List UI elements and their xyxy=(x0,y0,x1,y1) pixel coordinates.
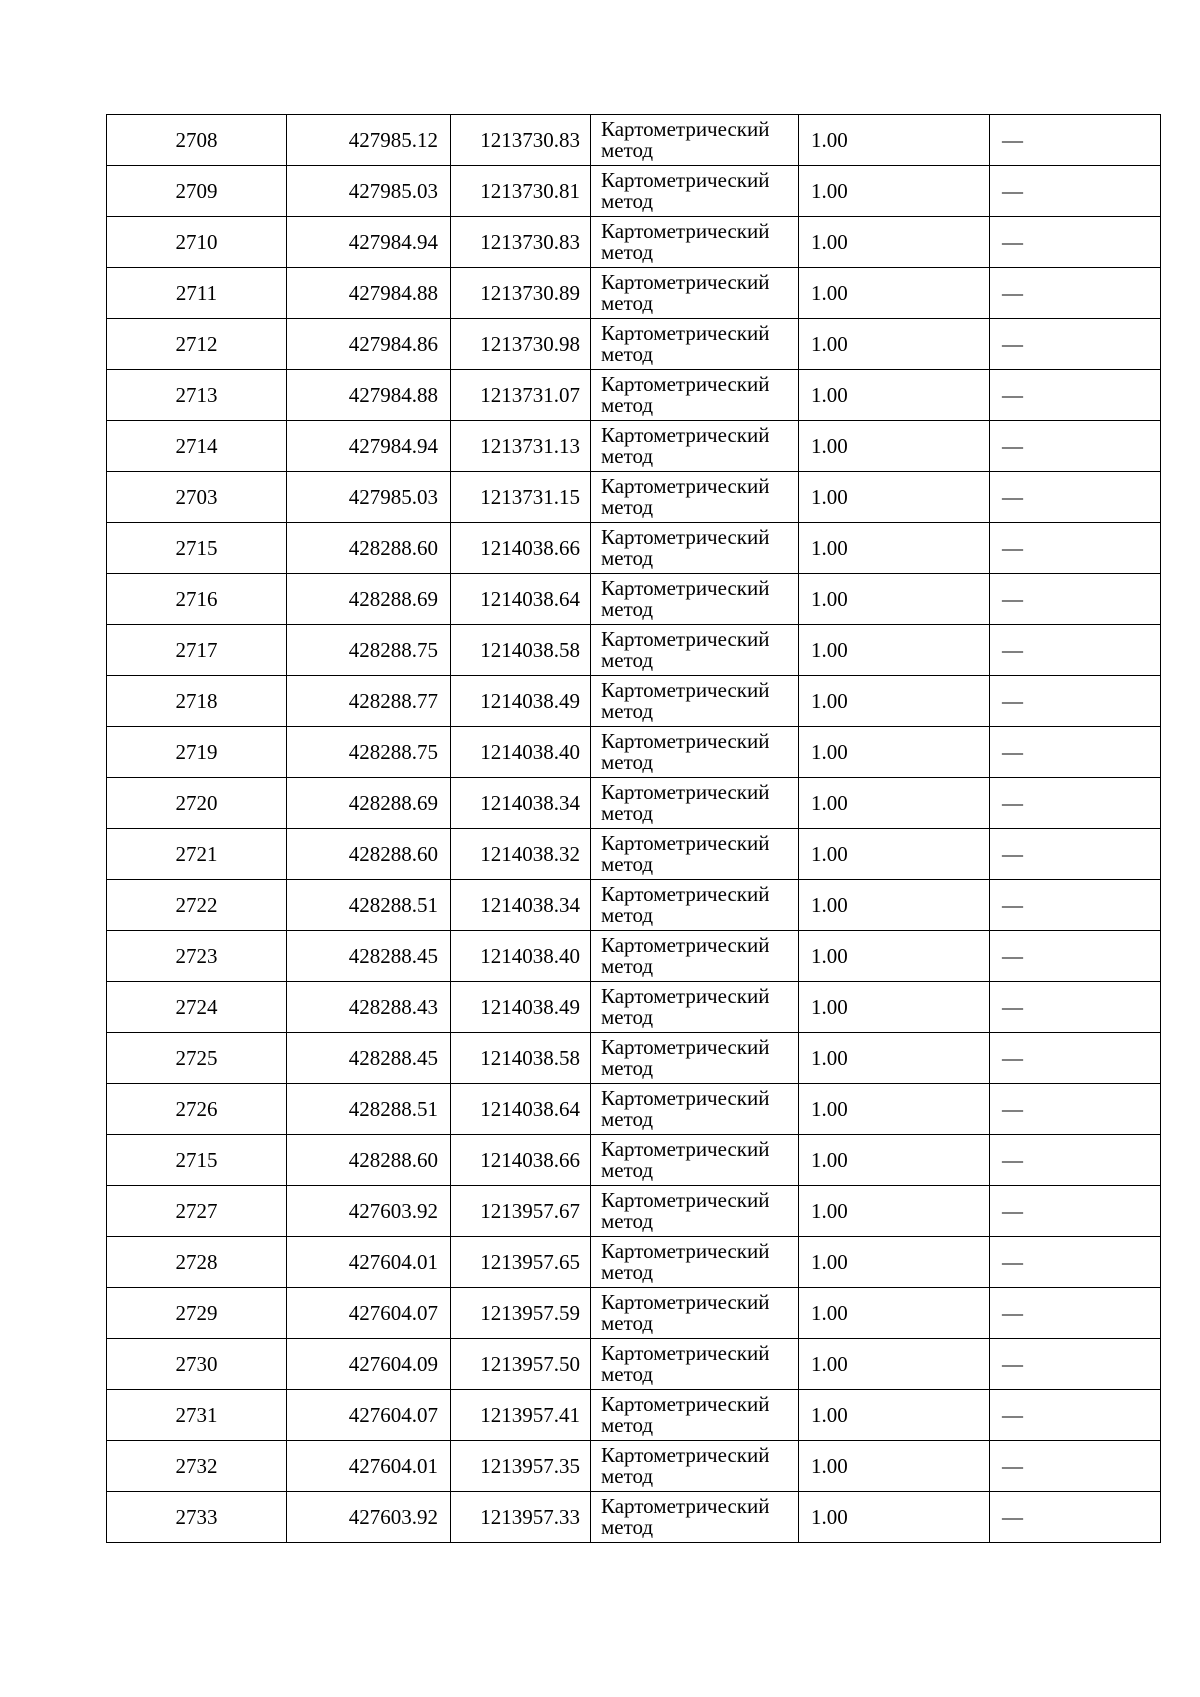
description-cell: — xyxy=(990,1390,1161,1441)
y-coordinate-cell: 1213730.81 xyxy=(451,166,591,217)
y-coordinate-cell: 1214038.34 xyxy=(451,778,591,829)
precision-cell: 1.00 xyxy=(799,829,990,880)
precision-cell: 1.00 xyxy=(799,1390,990,1441)
precision-cell: 1.00 xyxy=(799,115,990,166)
x-coordinate-cell: 427985.03 xyxy=(287,166,451,217)
method-line-1: Картометрический xyxy=(601,1290,770,1314)
table-row xyxy=(107,880,1161,931)
x-coordinate-cell: 427604.01 xyxy=(287,1441,451,1492)
y-coordinate-cell: 1214038.32 xyxy=(451,829,591,880)
method-cell xyxy=(591,1033,799,1084)
method-line-1: Картометрический xyxy=(601,678,770,702)
method-line-2: метод xyxy=(601,189,654,213)
table-row xyxy=(107,1186,1161,1237)
method-line-2: метод xyxy=(601,903,654,927)
y-coordinate-cell: 1213957.50 xyxy=(451,1339,591,1390)
description-cell: — xyxy=(990,1033,1161,1084)
description-cell: — xyxy=(990,931,1161,982)
description-cell: — xyxy=(990,115,1161,166)
table-row xyxy=(107,727,1161,778)
method-line-1: Картометрический xyxy=(601,882,770,906)
y-coordinate-cell: 1213731.13 xyxy=(451,421,591,472)
method-cell xyxy=(591,625,799,676)
method-line-1: Картометрический xyxy=(601,321,770,345)
y-coordinate-cell: 1213731.15 xyxy=(451,472,591,523)
point-number-cell: 2721 xyxy=(107,829,287,880)
method-line-2: метод xyxy=(601,444,654,468)
table-row xyxy=(107,1390,1161,1441)
x-coordinate-cell: 428288.43 xyxy=(287,982,451,1033)
method-line-1: Картометрический xyxy=(601,219,770,243)
table-row xyxy=(107,676,1161,727)
x-coordinate-cell: 427984.94 xyxy=(287,421,451,472)
x-coordinate-cell: 427604.09 xyxy=(287,1339,451,1390)
method-line-1: Картометрический xyxy=(601,168,770,192)
method-cell xyxy=(591,472,799,523)
description-cell: — xyxy=(990,1441,1161,1492)
point-number-cell: 2732 xyxy=(107,1441,287,1492)
table-row xyxy=(107,217,1161,268)
x-coordinate-cell: 428288.77 xyxy=(287,676,451,727)
table-row xyxy=(107,1339,1161,1390)
x-coordinate-cell: 427984.94 xyxy=(287,217,451,268)
point-number-cell: 2709 xyxy=(107,166,287,217)
method-cell xyxy=(591,727,799,778)
description-cell: — xyxy=(990,574,1161,625)
point-number-cell: 2729 xyxy=(107,1288,287,1339)
description-cell: — xyxy=(990,217,1161,268)
method-line-1: Картометрический xyxy=(601,1341,770,1365)
method-line-1: Картометрический xyxy=(601,1443,770,1467)
x-coordinate-cell: 428288.69 xyxy=(287,574,451,625)
x-coordinate-cell: 428288.60 xyxy=(287,1135,451,1186)
precision-cell: 1.00 xyxy=(799,778,990,829)
method-line-2: метод xyxy=(601,801,654,825)
x-coordinate-cell: 428288.45 xyxy=(287,931,451,982)
x-coordinate-cell: 427603.92 xyxy=(287,1492,451,1543)
description-cell: — xyxy=(990,166,1161,217)
precision-cell: 1.00 xyxy=(799,523,990,574)
table-row xyxy=(107,268,1161,319)
description-cell: — xyxy=(990,1084,1161,1135)
description-cell: — xyxy=(990,1186,1161,1237)
precision-cell: 1.00 xyxy=(799,268,990,319)
description-cell: — xyxy=(990,472,1161,523)
method-line-2: метод xyxy=(601,1158,654,1182)
precision-cell: 1.00 xyxy=(799,1339,990,1390)
x-coordinate-cell: 427604.07 xyxy=(287,1288,451,1339)
method-line-2: метод xyxy=(601,1362,654,1386)
method-line-2: метод xyxy=(601,1260,654,1284)
y-coordinate-cell: 1213730.83 xyxy=(451,115,591,166)
method-line-2: метод xyxy=(601,648,654,672)
y-coordinate-cell: 1213957.59 xyxy=(451,1288,591,1339)
method-line-2: метод xyxy=(601,546,654,570)
method-cell xyxy=(591,319,799,370)
precision-cell: 1.00 xyxy=(799,472,990,523)
coordinates-table xyxy=(106,114,1161,1543)
x-coordinate-cell: 427604.07 xyxy=(287,1390,451,1441)
method-cell xyxy=(591,1084,799,1135)
x-coordinate-cell: 427603.92 xyxy=(287,1186,451,1237)
precision-cell: 1.00 xyxy=(799,1084,990,1135)
precision-cell: 1.00 xyxy=(799,676,990,727)
method-line-1: Картометрический xyxy=(601,372,770,396)
point-number-cell: 2711 xyxy=(107,268,287,319)
table-row xyxy=(107,1084,1161,1135)
table-row xyxy=(107,1237,1161,1288)
table-row xyxy=(107,625,1161,676)
method-line-2: метод xyxy=(601,1464,654,1488)
x-coordinate-cell: 428288.75 xyxy=(287,625,451,676)
method-line-2: метод xyxy=(601,291,654,315)
y-coordinate-cell: 1213730.89 xyxy=(451,268,591,319)
table-row xyxy=(107,1135,1161,1186)
description-cell: — xyxy=(990,982,1161,1033)
method-line-1: Картометрический xyxy=(601,474,770,498)
precision-cell: 1.00 xyxy=(799,370,990,421)
method-line-1: Картометрический xyxy=(601,1392,770,1416)
method-line-1: Картометрический xyxy=(601,1188,770,1212)
y-coordinate-cell: 1213957.65 xyxy=(451,1237,591,1288)
method-cell xyxy=(591,1492,799,1543)
method-cell xyxy=(591,880,799,931)
method-line-2: метод xyxy=(601,852,654,876)
x-coordinate-cell: 427984.86 xyxy=(287,319,451,370)
method-cell xyxy=(591,778,799,829)
y-coordinate-cell: 1214038.40 xyxy=(451,931,591,982)
precision-cell: 1.00 xyxy=(799,880,990,931)
y-coordinate-cell: 1214038.58 xyxy=(451,625,591,676)
x-coordinate-cell: 427985.03 xyxy=(287,472,451,523)
method-line-1: Картометрический xyxy=(601,423,770,447)
table-row xyxy=(107,1033,1161,1084)
point-number-cell: 2717 xyxy=(107,625,287,676)
table-row xyxy=(107,931,1161,982)
description-cell: — xyxy=(990,880,1161,931)
y-coordinate-cell: 1214038.66 xyxy=(451,1135,591,1186)
table-row xyxy=(107,166,1161,217)
x-coordinate-cell: 428288.45 xyxy=(287,1033,451,1084)
y-coordinate-cell: 1214038.58 xyxy=(451,1033,591,1084)
method-line-1: Картометрический xyxy=(601,1239,770,1263)
description-cell: — xyxy=(990,727,1161,778)
point-number-cell: 2712 xyxy=(107,319,287,370)
table-row xyxy=(107,829,1161,880)
description-cell: — xyxy=(990,1492,1161,1543)
method-line-2: метод xyxy=(601,1056,654,1080)
method-line-2: метод xyxy=(601,954,654,978)
method-cell xyxy=(591,1186,799,1237)
table-row xyxy=(107,115,1161,166)
method-line-1: Картометрический xyxy=(601,1494,770,1518)
table-row xyxy=(107,1288,1161,1339)
description-cell: — xyxy=(990,421,1161,472)
precision-cell: 1.00 xyxy=(799,217,990,268)
y-coordinate-cell: 1213957.67 xyxy=(451,1186,591,1237)
method-cell xyxy=(591,421,799,472)
point-number-cell: 2713 xyxy=(107,370,287,421)
precision-cell: 1.00 xyxy=(799,982,990,1033)
point-number-cell: 2715 xyxy=(107,1135,287,1186)
method-line-1: Картометрический xyxy=(601,729,770,753)
method-line-1: Картометрический xyxy=(601,1086,770,1110)
method-line-1: Картометрический xyxy=(601,627,770,651)
method-cell xyxy=(591,370,799,421)
method-cell xyxy=(591,217,799,268)
point-number-cell: 2708 xyxy=(107,115,287,166)
method-line-1: Картометрический xyxy=(601,117,770,141)
method-line-2: метод xyxy=(601,699,654,723)
precision-cell: 1.00 xyxy=(799,421,990,472)
method-line-1: Картометрический xyxy=(601,933,770,957)
y-coordinate-cell: 1214038.49 xyxy=(451,982,591,1033)
method-line-1: Картометрический xyxy=(601,1035,770,1059)
method-cell xyxy=(591,166,799,217)
method-cell xyxy=(591,268,799,319)
y-coordinate-cell: 1214038.34 xyxy=(451,880,591,931)
method-cell xyxy=(591,115,799,166)
description-cell: — xyxy=(990,625,1161,676)
method-cell xyxy=(591,676,799,727)
table-row xyxy=(107,421,1161,472)
method-cell xyxy=(591,1237,799,1288)
x-coordinate-cell: 428288.51 xyxy=(287,880,451,931)
point-number-cell: 2720 xyxy=(107,778,287,829)
method-line-2: метод xyxy=(601,1515,654,1539)
method-line-2: метод xyxy=(601,495,654,519)
precision-cell: 1.00 xyxy=(799,319,990,370)
point-number-cell: 2716 xyxy=(107,574,287,625)
precision-cell: 1.00 xyxy=(799,625,990,676)
method-cell xyxy=(591,1441,799,1492)
method-cell xyxy=(591,1288,799,1339)
precision-cell: 1.00 xyxy=(799,1441,990,1492)
precision-cell: 1.00 xyxy=(799,931,990,982)
precision-cell: 1.00 xyxy=(799,574,990,625)
x-coordinate-cell: 428288.75 xyxy=(287,727,451,778)
table-row xyxy=(107,319,1161,370)
method-cell xyxy=(591,931,799,982)
method-line-2: метод xyxy=(601,240,654,264)
description-cell: — xyxy=(990,676,1161,727)
precision-cell: 1.00 xyxy=(799,1237,990,1288)
precision-cell: 1.00 xyxy=(799,1492,990,1543)
description-cell: — xyxy=(990,268,1161,319)
coordinates-table-body xyxy=(107,115,1161,1543)
method-line-2: метод xyxy=(601,597,654,621)
table-row xyxy=(107,472,1161,523)
table-row xyxy=(107,574,1161,625)
point-number-cell: 2730 xyxy=(107,1339,287,1390)
point-number-cell: 2710 xyxy=(107,217,287,268)
point-number-cell: 2726 xyxy=(107,1084,287,1135)
point-number-cell: 2728 xyxy=(107,1237,287,1288)
y-coordinate-cell: 1214038.64 xyxy=(451,1084,591,1135)
point-number-cell: 2703 xyxy=(107,472,287,523)
method-line-1: Картометрический xyxy=(601,270,770,294)
method-line-2: метод xyxy=(601,1413,654,1437)
y-coordinate-cell: 1214038.40 xyxy=(451,727,591,778)
method-line-1: Картометрический xyxy=(601,525,770,549)
y-coordinate-cell: 1214038.66 xyxy=(451,523,591,574)
precision-cell: 1.00 xyxy=(799,1186,990,1237)
description-cell: — xyxy=(990,778,1161,829)
y-coordinate-cell: 1214038.64 xyxy=(451,574,591,625)
method-line-2: метод xyxy=(601,1311,654,1335)
point-number-cell: 2722 xyxy=(107,880,287,931)
method-cell xyxy=(591,574,799,625)
method-line-2: метод xyxy=(601,138,654,162)
y-coordinate-cell: 1213957.35 xyxy=(451,1441,591,1492)
point-number-cell: 2714 xyxy=(107,421,287,472)
y-coordinate-cell: 1213731.07 xyxy=(451,370,591,421)
description-cell: — xyxy=(990,1135,1161,1186)
y-coordinate-cell: 1213730.98 xyxy=(451,319,591,370)
point-number-cell: 2725 xyxy=(107,1033,287,1084)
point-number-cell: 2715 xyxy=(107,523,287,574)
y-coordinate-cell: 1213957.41 xyxy=(451,1390,591,1441)
precision-cell: 1.00 xyxy=(799,166,990,217)
description-cell: — xyxy=(990,523,1161,574)
precision-cell: 1.00 xyxy=(799,1288,990,1339)
table-row xyxy=(107,982,1161,1033)
point-number-cell: 2733 xyxy=(107,1492,287,1543)
precision-cell: 1.00 xyxy=(799,1033,990,1084)
description-cell: — xyxy=(990,829,1161,880)
method-line-1: Картометрический xyxy=(601,780,770,804)
point-number-cell: 2727 xyxy=(107,1186,287,1237)
y-coordinate-cell: 1213730.83 xyxy=(451,217,591,268)
x-coordinate-cell: 428288.69 xyxy=(287,778,451,829)
method-line-1: Картометрический xyxy=(601,1137,770,1161)
method-cell xyxy=(591,523,799,574)
precision-cell: 1.00 xyxy=(799,727,990,778)
description-cell: — xyxy=(990,1339,1161,1390)
method-line-2: метод xyxy=(601,750,654,774)
method-cell xyxy=(591,982,799,1033)
method-line-1: Картометрический xyxy=(601,831,770,855)
x-coordinate-cell: 428288.51 xyxy=(287,1084,451,1135)
x-coordinate-cell: 427985.12 xyxy=(287,115,451,166)
method-cell xyxy=(591,1390,799,1441)
method-line-1: Картометрический xyxy=(601,984,770,1008)
y-coordinate-cell: 1214038.49 xyxy=(451,676,591,727)
x-coordinate-cell: 428288.60 xyxy=(287,523,451,574)
description-cell: — xyxy=(990,319,1161,370)
y-coordinate-cell: 1213957.33 xyxy=(451,1492,591,1543)
method-cell xyxy=(591,829,799,880)
table-row xyxy=(107,370,1161,421)
method-line-2: метод xyxy=(601,393,654,417)
method-line-1: Картометрический xyxy=(601,576,770,600)
method-line-2: метод xyxy=(601,1005,654,1029)
description-cell: — xyxy=(990,1288,1161,1339)
method-line-2: метод xyxy=(601,1209,654,1233)
point-number-cell: 2723 xyxy=(107,931,287,982)
point-number-cell: 2724 xyxy=(107,982,287,1033)
method-cell xyxy=(591,1135,799,1186)
x-coordinate-cell: 427984.88 xyxy=(287,370,451,421)
method-line-2: метод xyxy=(601,342,654,366)
method-cell xyxy=(591,1339,799,1390)
x-coordinate-cell: 427604.01 xyxy=(287,1237,451,1288)
precision-cell: 1.00 xyxy=(799,1135,990,1186)
point-number-cell: 2719 xyxy=(107,727,287,778)
table-row xyxy=(107,1441,1161,1492)
description-cell: — xyxy=(990,370,1161,421)
x-coordinate-cell: 427984.88 xyxy=(287,268,451,319)
point-number-cell: 2731 xyxy=(107,1390,287,1441)
description-cell: — xyxy=(990,1237,1161,1288)
x-coordinate-cell: 428288.60 xyxy=(287,829,451,880)
table-row xyxy=(107,523,1161,574)
table-row xyxy=(107,778,1161,829)
point-number-cell: 2718 xyxy=(107,676,287,727)
table-row xyxy=(107,1492,1161,1543)
method-line-2: метод xyxy=(601,1107,654,1131)
